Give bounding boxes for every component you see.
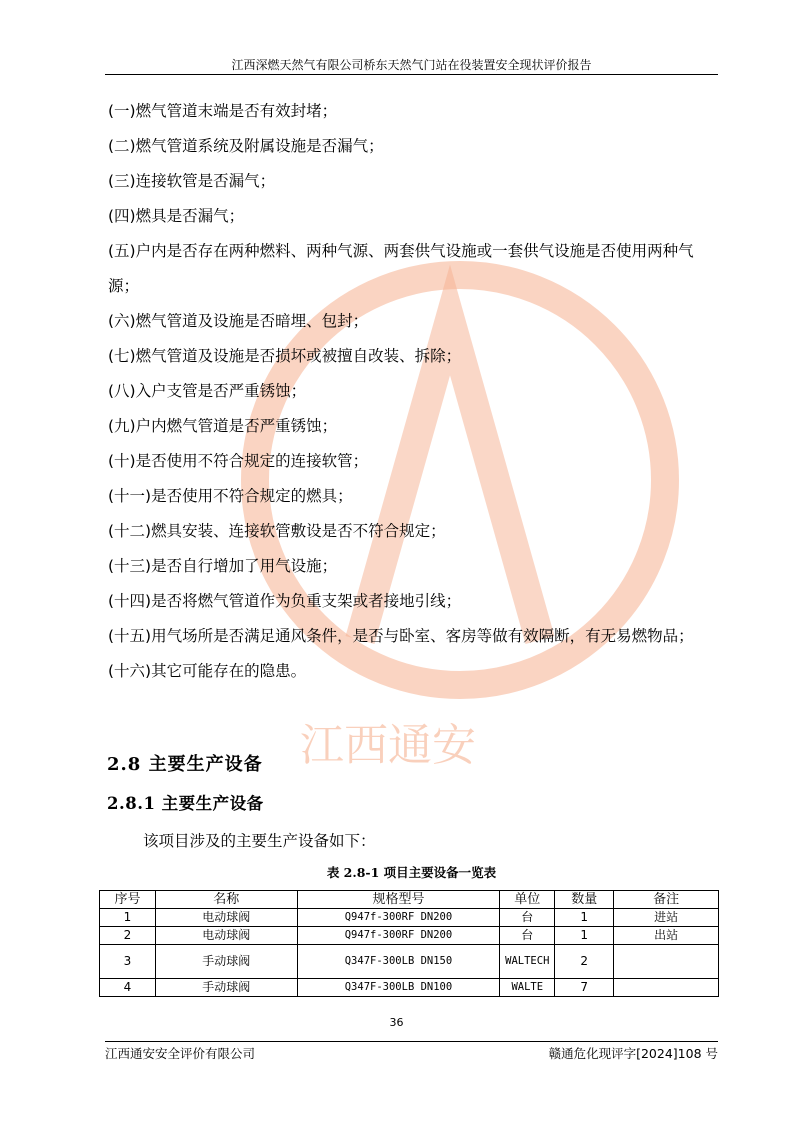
header-title: 江西深燃天然气有限公司桥东天然气门站在役装置安全现状评价报告 (231, 58, 592, 72)
checklist-item: (七)燃气管道及设施是否损坏或被擅自改装、拆除； (108, 347, 462, 365)
col-header: 规格型号 (297, 891, 500, 909)
checklist-item: (十三)是否自行增加了用气设施； (108, 557, 338, 575)
table-header-row (100, 891, 719, 909)
cell (614, 945, 719, 979)
cell: 4 (100, 979, 156, 997)
table-row (100, 909, 719, 927)
cell: 台 (500, 927, 555, 945)
watermark-center-text: 江西通安 (300, 720, 476, 771)
table-row (100, 945, 719, 979)
checklist-item: (十)是否使用不符合规定的连接软管； (108, 452, 369, 470)
table-caption: 表 2.8-1 项目主要设备一览表 (326, 865, 497, 880)
col-header: 名称 (155, 891, 297, 909)
cell: 电动球阀 (155, 909, 297, 927)
cell: WALTE (500, 979, 555, 997)
cell: Q347F-300LB DN150 (297, 945, 500, 979)
section-heading: 2.8 主要生产设备 (107, 754, 263, 775)
checklist-item: (三)连接软管是否漏气； (108, 172, 276, 190)
footer-company: 江西通安安全评价有限公司 (105, 1046, 256, 1061)
col-header: 序号 (100, 891, 156, 909)
checklist-item: (十二)燃具安装、连接软管敷设是否不符合规定； (108, 522, 446, 540)
cell (614, 979, 719, 997)
cell: 台 (500, 909, 555, 927)
cell: 进站 (614, 909, 719, 927)
page-number: 36 (389, 1016, 404, 1029)
page-header (105, 57, 718, 75)
checklist-item: (一)燃气管道末端是否有效封堵； (108, 102, 338, 120)
col-header: 备注 (614, 891, 719, 909)
cell: 7 (555, 979, 614, 997)
subsection-heading: 2.8.1 主要生产设备 (107, 794, 264, 813)
table-row (100, 979, 719, 997)
checklist-item: (五)户内是否存在两种燃料、两种气源、两套供气设施或一套供气设施是否使用两种气源； (108, 242, 694, 295)
col-header: 单位 (500, 891, 555, 909)
checklist-item: (十一)是否使用不符合规定的燃具； (108, 487, 353, 505)
checklist-item: (二)燃气管道系统及附属设施是否漏气； (108, 137, 384, 155)
table-row (100, 927, 719, 945)
cell: 出站 (614, 927, 719, 945)
cell: Q947f-300RF DN200 (297, 927, 500, 945)
cell: 1 (555, 909, 614, 927)
checklist-item: (十五)用气场所是否满足通风条件，是否与卧室、客房等做有效隔断，有无易燃物品； (108, 627, 694, 645)
checklist-item: (六)燃气管道及设施是否暗埋、包封； (108, 312, 369, 330)
cell: Q347F-300LB DN100 (297, 979, 500, 997)
cell: 手动球阀 (155, 979, 297, 997)
cell: 2 (555, 945, 614, 979)
cell: WALTECH (500, 945, 555, 979)
cell: 手动球阀 (155, 945, 297, 979)
equipment-table (99, 890, 719, 997)
checklist-item: (九)户内燃气管道是否严重锈蚀； (108, 417, 338, 435)
cell: Q947f-300RF DN200 (297, 909, 500, 927)
checklist-item: (八)入户支管是否严重锈蚀； (108, 382, 307, 400)
checklist-item: (十四)是否将燃气管道作为负重支架或者接地引线； (108, 592, 462, 610)
cell: 电动球阀 (155, 927, 297, 945)
page-footer (105, 1041, 718, 1062)
checklist-item: (四)燃具是否漏气； (108, 207, 245, 225)
checklist (108, 94, 720, 689)
cell: 3 (100, 945, 156, 979)
cell: 1 (555, 927, 614, 945)
cell: 1 (100, 909, 156, 927)
section-intro: 该项目涉及的主要生产设备如下： (143, 832, 376, 850)
checklist-item: (十六)其它可能存在的隐患。 (108, 662, 307, 680)
footer-report-number: 赣通危化现评字[2024]108 号 (548, 1046, 718, 1061)
col-header: 数量 (555, 891, 614, 909)
cell: 2 (100, 927, 156, 945)
